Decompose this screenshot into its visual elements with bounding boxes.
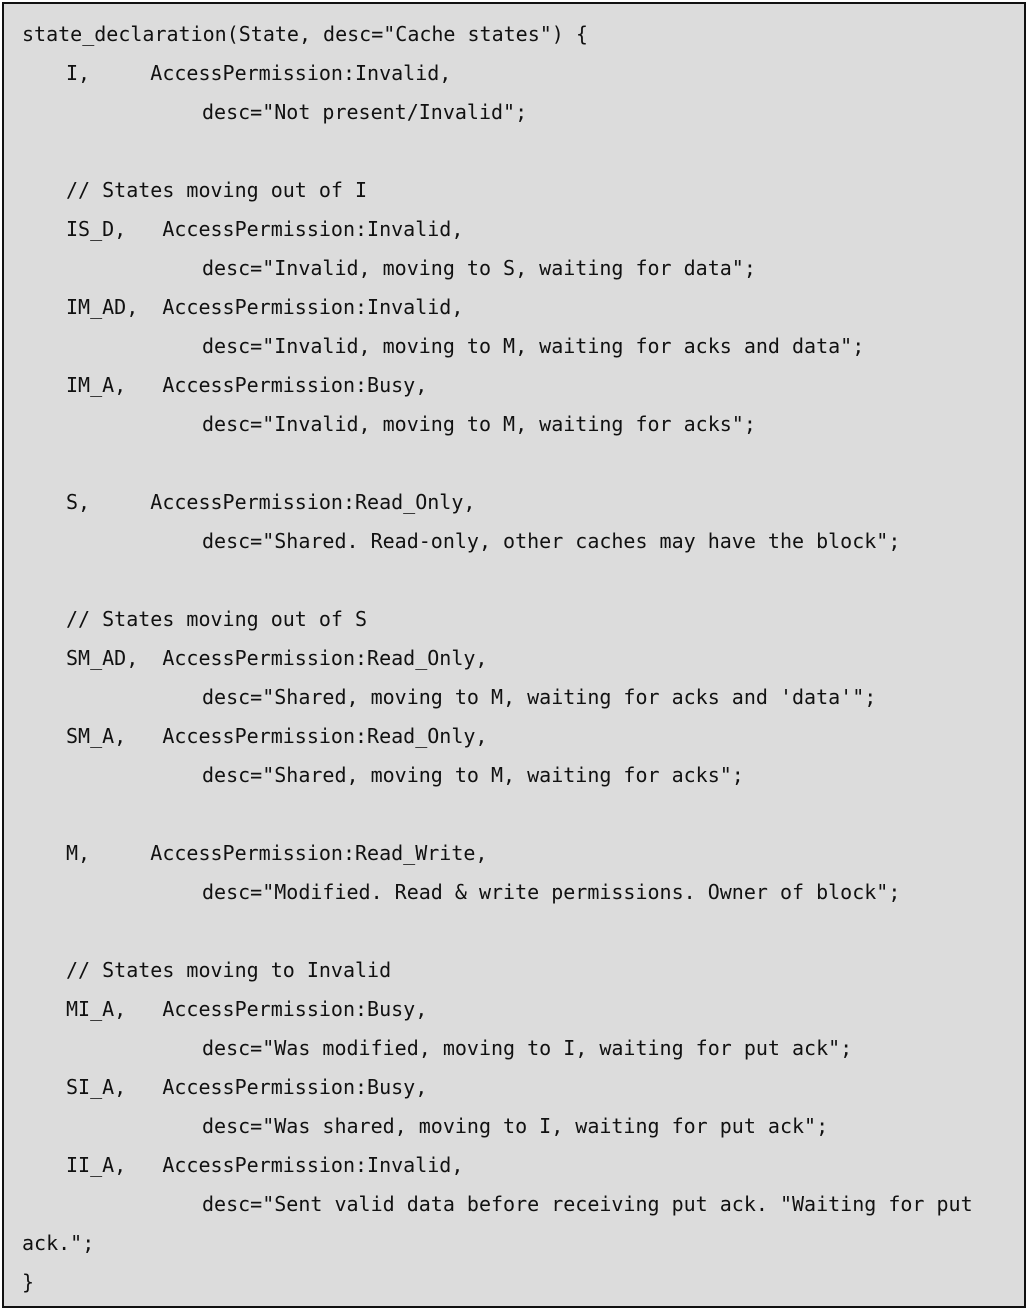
code-line: S, AccessPermission:Read_Only, (66, 490, 476, 514)
code-line: desc="Modified. Read & write permissions. Owner of block"; (202, 880, 901, 904)
code-line: M, AccessPermission:Read_Write, (66, 841, 488, 865)
code-line: SI_A, AccessPermission:Busy, (66, 1075, 428, 1099)
code-line: desc="Invalid, moving to M, waiting for acks"; (202, 412, 756, 436)
code-line: // States moving out of I (66, 178, 368, 202)
code-block (2, 2, 1026, 1308)
code-line: IS_D, AccessPermission:Invalid, (66, 217, 464, 241)
code-line: // States moving out of S (66, 607, 368, 631)
code-line: desc="Shared, moving to M, waiting for acks and 'data'"; (202, 685, 877, 709)
code-line: I, AccessPermission:Invalid, (66, 61, 452, 85)
code-line: SM_A, AccessPermission:Read_Only, (66, 724, 488, 748)
code-line: MI_A, AccessPermission:Busy, (66, 997, 428, 1021)
code-line: desc="Shared, moving to M, waiting for acks"; (202, 763, 744, 787)
code-line: ack."; (22, 1231, 95, 1255)
code-line: state_declaration(State, desc="Cache states") { (22, 22, 588, 46)
code-line: } (22, 1270, 35, 1294)
code-line: desc="Was modified, moving to I, waiting for put ack"; (202, 1036, 853, 1060)
code-line: desc="Sent valid data before receiving put ack. "Waiting for put (202, 1192, 973, 1216)
code-line: SM_AD, AccessPermission:Read_Only, (66, 646, 488, 670)
code-line: IM_A, AccessPermission:Busy, (66, 373, 428, 397)
code-line: desc="Shared. Read-only, other caches may have the block"; (202, 529, 901, 553)
code-line: II_A, AccessPermission:Invalid, (66, 1153, 464, 1177)
code-line: IM_AD, AccessPermission:Invalid, (66, 295, 464, 319)
code-line: desc="Was shared, moving to I, waiting for put ack"; (202, 1114, 829, 1138)
code-line: desc="Not present/Invalid"; (202, 100, 528, 124)
code-line: desc="Invalid, moving to S, waiting for data"; (202, 256, 756, 280)
code-line: // States moving to Invalid (66, 958, 392, 982)
code-line: desc="Invalid, moving to M, waiting for acks and data"; (202, 334, 865, 358)
